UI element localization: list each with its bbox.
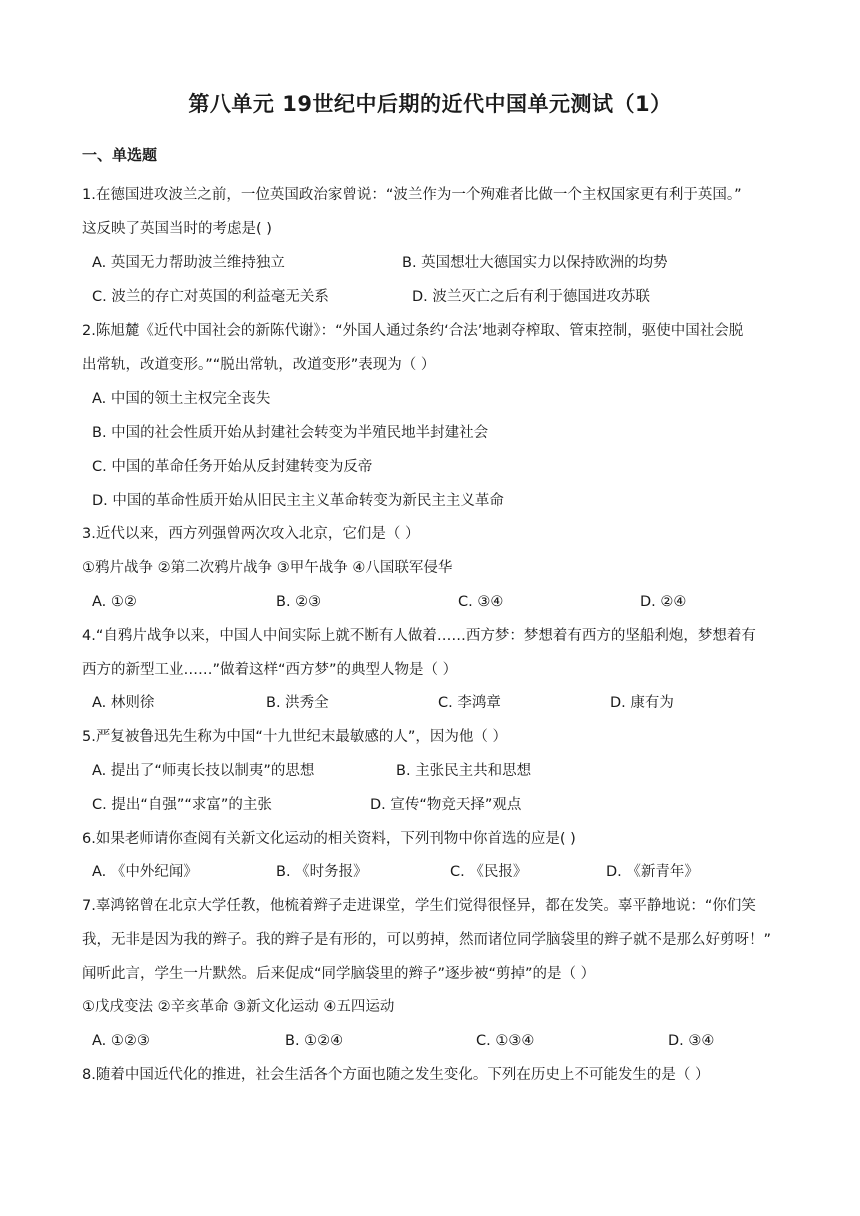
question-8-stem: 8.随着中国近代化的推进，社会生活各个方面也随之发生变化。下列在历史上不可能发生的是（ ） xyxy=(82,1067,710,1083)
question-6-option-c[interactable]: C. 《民报》 xyxy=(450,864,528,880)
question-5-option-d[interactable]: D. 宣传“物竞天择”观点 xyxy=(370,797,522,813)
question-2-stem-line-2: 出常轨，改道变形。”“脱出常轨，改道变形”表现为（ ） xyxy=(82,357,436,373)
question-1-option-d[interactable]: D. 波兰灭亡之后有利于德国进攻苏联 xyxy=(412,289,650,305)
question-5-option-b[interactable]: B. 主张民主共和思想 xyxy=(396,763,532,779)
question-7-items: ①戊戌变法 ②辛亥革命 ③新文化运动 ④五四运动 xyxy=(82,999,395,1015)
question-4-option-d[interactable]: D. 康有为 xyxy=(610,695,674,711)
question-3-option-b[interactable]: B. ②③ xyxy=(276,594,322,610)
question-3-option-d[interactable]: D. ②④ xyxy=(640,594,687,610)
question-7-stem-line-1: 7.辜鸿铭曾在北京大学任教，他梳着辫子走进课堂，学生们觉得很怪异，都在发笑。辜平静地说：“你们笑 xyxy=(82,898,756,914)
question-4-option-a[interactable]: A. 林则徐 xyxy=(92,695,155,711)
question-2-option-d[interactable]: D. 中国的革命性质开始从旧民主主义革命转变为新民主主义革命 xyxy=(92,493,504,509)
question-2-option-a[interactable]: A. 中国的领土主权完全丧失 xyxy=(92,391,271,407)
question-7-stem-line-3: 闻听此言，学生一片默然。后来促成“同学脑袋里的辫子”逐步被“剪掉”的是（ ） xyxy=(82,966,596,982)
question-7-option-b[interactable]: B. ①②④ xyxy=(285,1033,344,1049)
question-5-option-c[interactable]: C. 提出“自强”“求富”的主张 xyxy=(92,797,272,813)
question-3-option-c[interactable]: C. ③④ xyxy=(458,594,504,610)
question-6-option-a[interactable]: A. 《中外纪闻》 xyxy=(92,864,198,880)
section-heading: 一、单选题 xyxy=(82,146,158,164)
question-3-stem: 3.近代以来，西方列强曾两次攻入北京，它们是（ ） xyxy=(82,526,420,542)
question-4-option-c[interactable]: C. 李鸿章 xyxy=(438,695,501,711)
question-7-option-a[interactable]: A. ①②③ xyxy=(92,1033,150,1049)
question-3-items: ①鸦片战争 ②第二次鸦片战争 ③甲午战争 ④八国联军侵华 xyxy=(82,560,453,576)
question-1-stem-line-2: 这反映了英国当时的考虑是( ) xyxy=(82,221,272,237)
question-5-stem: 5.严复被鲁迅先生称为中国“十九世纪末最敏感的人”，因为他（ ） xyxy=(82,729,507,745)
question-2-stem-line-1: 2.陈旭麓《近代中国社会的新陈代谢》：“外国人通过条约‘合法’地剥夺榨取、管束控制，驱使中国社会脱 xyxy=(82,323,744,339)
page-title: 第八单元 19世纪中后期的近代中国单元测试（1） xyxy=(188,92,672,116)
question-6-option-b[interactable]: B. 《时务报》 xyxy=(276,864,368,880)
question-4-option-b[interactable]: B. 洪秀全 xyxy=(266,695,329,711)
question-4-stem-line-1: 4.“自鸦片战争以来，中国人中间实际上就不断有人做着……西方梦：梦想着有西方的坚船利炮，梦想着有 xyxy=(82,628,756,644)
question-1-stem-line-1: 1.在德国进攻波兰之前，一位英国政治家曾说：“波兰作为一个殉难者比做一个主权国家更有利于英国。” xyxy=(82,187,742,203)
question-2-option-c[interactable]: C. 中国的革命任务开始从反封建转变为反帝 xyxy=(92,459,373,475)
question-1-option-b[interactable]: B. 英国想壮大德国实力以保持欧洲的均势 xyxy=(402,255,668,271)
question-7-option-c[interactable]: C. ①③④ xyxy=(476,1033,535,1049)
question-7-option-d[interactable]: D. ③④ xyxy=(668,1033,715,1049)
question-1-option-a[interactable]: A. 英国无力帮助波兰维持独立 xyxy=(92,255,285,271)
question-6-option-d[interactable]: D. 《新青年》 xyxy=(606,864,699,880)
question-2-option-b[interactable]: B. 中国的社会性质开始从封建社会转变为半殖民地半封建社会 xyxy=(92,425,489,441)
question-4-stem-line-2: 西方的新型工业……”做着这样“西方梦”的典型人物是（ ） xyxy=(82,662,458,678)
question-5-option-a[interactable]: A. 提出了“师夷长技以制夷”的思想 xyxy=(92,763,315,779)
question-3-option-a[interactable]: A. ①② xyxy=(92,594,137,610)
question-6-stem: 6.如果老师请你查阅有关新文化运动的相关资料，下列刊物中你首选的应是( ) xyxy=(82,831,576,847)
question-7-stem-line-2: 我，无非是因为我的辫子。我的辫子是有形的，可以剪掉，然而诸位同学脑袋里的辫子就不是那么好剪呀！” xyxy=(82,932,772,948)
question-1-option-c[interactable]: C. 波兰的存亡对英国的利益毫无关系 xyxy=(92,289,329,305)
